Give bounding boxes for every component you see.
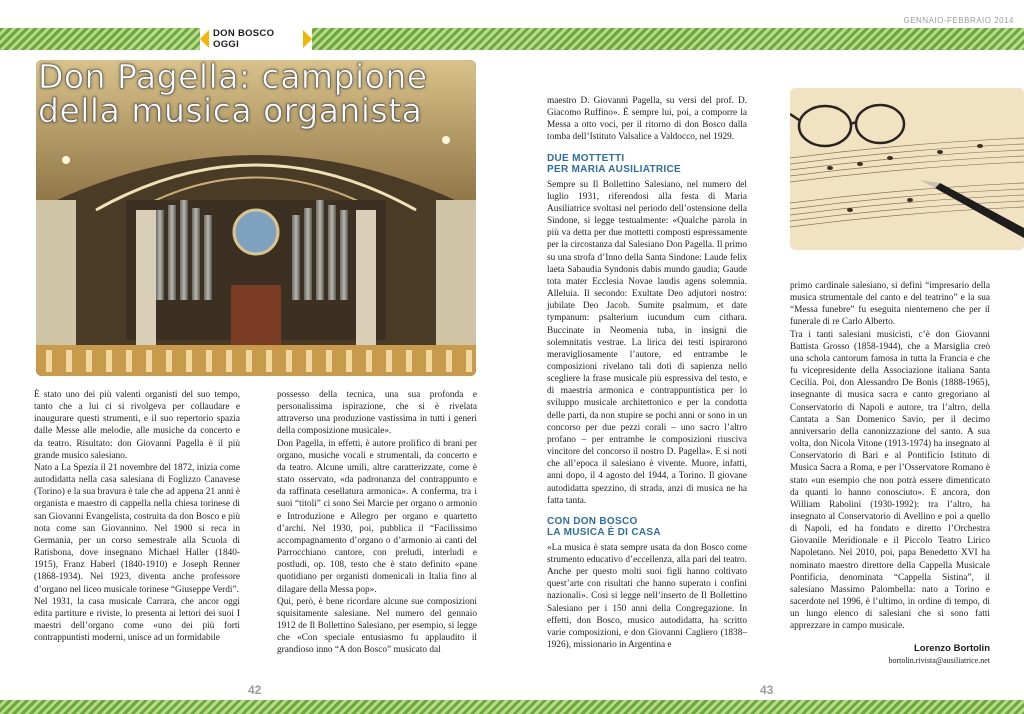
section-label: DON BOSCO OGGI bbox=[213, 28, 275, 50]
author-signature bbox=[790, 643, 990, 665]
column-4 bbox=[790, 280, 990, 633]
bottom-stripe-band bbox=[0, 700, 1024, 714]
column-1 bbox=[34, 389, 240, 644]
sheet-music-glasses-pen-photo bbox=[790, 88, 1024, 250]
issue-date: GENNAIO-FEBBRAIO 2014 bbox=[903, 16, 1014, 25]
paragraph: Sempre su Il Bollettino Salesiano, nel numero del luglio 1931, riferendosi alla festa di Maria Ausiliatrice svoltasi nel periodo dell’ostensione della Sindone, si legge testualmente: «Qualche parola in più va detta per due mottetti composti espressamente per la circostanza dal Salesiano Don Pagella. Il primo su una strofa d’Inno della Santa Sindone: Laude felix laeta Sabaudia Syndonis dabis mundo gaudia; Gaude tota mater Ecclesia Novae laudis agens solemnia. Alleluia. Il secondo: Exultate Deo adjutori nostro: jubilate Deo Jacob. Sumite psalmum, et date tympanum: psalterium iucundum cum cithara. Buccinate in Neomenia tuba, in insigni die solemnitatis vestrae. La lirica dei testi ispirarono meravigliosamente l’autore, ed entrambe le composizioni rivelano tali doti di sapienza nello scegliere la frase musicale più espressiva del testo, e di maestria armonica e contrappuntistica per lo sviluppo musicale architettonico e per la condotta delle parti, da non stupire se pochi anni or sono in un concorso per due pezzi corali – uno sacro l’altro profano – per entrambe le composizioni riusciva vincitore del concorso il nostro D. Pagella». E si noti che all’epoca il salesiano è vivente. Muore, infatti, anni dopo, il 4 agosto del 1944, a Torino. Il giovane autodidatta spezzino, di strada, anzi di musica ne ha fatta tanta. bbox=[547, 179, 747, 506]
paragraph: È stato uno dei più valenti organisti del suo tempo, tanto che a lui ci si rivolgeva per collaudare e inaugurare questi strumenti, e il suo repertorio spazia dalle Messe alle melodie, alle musiche da concerto e da teatro. Risultato: don Giovanni Pagella è il più grande musico salesiano. bbox=[34, 390, 240, 461]
paragraph: Don Pagella, in effetti, è autore prolifico di brani per organo, musiche vocali e strumentali, da concerto e da teatro. Alcune umili, altre caratterizzate, come è stato osservato, «da padronanza del contrappunto e da raffinata cesellatura armonica». A conferma, tra i suoi “titoli” ci sono Sei Marcie per organo o armonio e Introduzione e Allegro per organo e quartetto d’archi. Nel 1930, poi, pubblica il “Facilissimo accompagnamento d’organo o d’armonio ai canti del Parrocchiano cantore, con preludi, interludi e postludi, op. 108, testo che è stato definito «pane quotidiano per organisti domenicali in Italia fino al dilagare della Messa pop». bbox=[277, 438, 477, 595]
subheading-musica-di-casa: CON DON BOSCO LA MUSICA È DI CASA bbox=[547, 515, 661, 538]
author-name: Lorenzo Bortolin bbox=[914, 643, 990, 654]
column-3 bbox=[547, 95, 747, 651]
paragraph: primo cardinale salesiano, si definì “impresario della musica strumentale del canto e del teatrino” e la sua “Messa funebre” fu eseguita nientemeno che per il funerale di re Carlo Alberto. bbox=[790, 281, 990, 328]
section-tab bbox=[200, 26, 312, 52]
paragraph: «La musica è stata sempre usata da don Bosco come strumento educativo d’eccellenza, alla pari del teatro. Anche per questo molti suoi figli hanno coltivato quest’arte con risultati che hanno superato i confini nazionali». Così si legge nell’inserto de Il Bollettino Salesiano per i 150 anni della Congregazione. In effetti, don Bosco, musico autodidatta, ha scritto varie composizioni, e don Giovanni Cagliero (1838–1926), missionario in Argentina e bbox=[547, 542, 747, 651]
paragraph: possesso della tecnica, una sua profonda e personalissima ispirazione, che si è rivelata attraverso una produzione vastissima in tutti i generi della composizione musicale». bbox=[277, 390, 477, 437]
paragraph: Nato a La Spezia il 21 novembre del 1872, inizia come autodidatta nella casa salesiana di Foglizzo Canavese (Torino) e la sua bravura è tale che ad appena 21 anni è organista e maestro di cappella nella chiesa torinese di san Giovanni Evangelista, costruita da don Bosco e più nota come san Giovannino. Nel 1900 si reca in Germania, per un corso semestrale alla Scuola di Ratisbona, dove insegnano Michael Haller (1840-1915), Franz Haberl (1840-1910) e Joseph Renner (1868-1934). Nel 1923, diventa anche professore d’organo nel liceo musicale torinese “Giuseppe Verdi”. bbox=[34, 462, 240, 595]
chevron-right-icon bbox=[303, 30, 312, 48]
paragraph: Qui, però, è bene ricordare alcune sue composizioni squisitamente salesiane. Nel numero del gennaio 1912 de Il Bollettino Salesiano, per esempio, si legge che «Con speciale entusiasmo fu applaudito il grandioso inno “A don Bosco” musicato dal bbox=[277, 596, 477, 656]
page-number-left: 42 bbox=[248, 683, 262, 697]
page-number-right: 43 bbox=[760, 683, 774, 697]
top-stripe-band bbox=[0, 28, 1024, 50]
subheading-mottetti: DUE MOTTETTI PER MARIA AUSILIATRICE bbox=[547, 152, 682, 175]
author-email[interactable]: bortolin.rivista@ausiliatrice.net bbox=[888, 656, 990, 665]
paragraph: maestro D. Giovanni Pagella, su versi del prof. D. Giacomo Ruffino». È sempre lui, poi, a comporre la Messa a otto voci, per il ritorno di don Bosco dalla tomba dell’Istituto Valsalice a Valdocco, nel 1929. bbox=[547, 96, 747, 143]
column-2 bbox=[277, 389, 477, 656]
paragraph: Nel 1931, la casa musicale Carrara, che ancor oggi edita partiture e riviste, lo presenta ai lettori dei suoi I maestri dell’organo come «uno dei più forti contrappuntisti moderni, unisce ad un formidabile bbox=[34, 596, 240, 644]
chevron-left-icon bbox=[200, 30, 209, 48]
article-title: Don Pagella: campione della musica organista bbox=[38, 57, 428, 130]
paragraph: Tra i tanti salesiani musicisti, c’è don Giovanni Battista Grosso (1858-1944), che a Marsiglia creò una schola cantorum famosa in tutta la Francia e che fu vicepresidente della Associazione italiana Santa Cecilia. Poi, don Alessandro De Bonis (1888-1965), insegnante di musica sacra e canto gregoriano al Conservatorio di Napoli e autore, tra l’altro, della Cantata a San Domenico Savio, per il decimo anniversario della canonizzazione del santo. A sua volta, don Nicola Vitone (1913-1974) ha insegnato al Conservatorio di Bari e al Pontificio Istituto di Musica Sacra a Roma, e per l’Osservatore Romano è stato «un esempio che non potrà essere dimenticato da quanti lo hanno conosciuto». E ancora, don William Rabolini (1930-1992): tra l’altro, ha insegnato al Conservatorio di Avellino e poi a quello di Napoli, ed ha fondato e diretto l’Orchestra Giovanile Meridionale e il Piccolo Teatro Lirico Napoletano. Nel 2010, poi, papa Benedetto XVI ha nominato maestro direttore della Cappella Musicale Pontificia, denominata “Cappella Sistina”, il salesiano Massimo Palombella: nato a Torino e sacerdote nel 1996, è l’ultimo, in ordine di tempo, di un lungo elenco di salesiani che si sono fatti apprezzare in campo musicale. bbox=[790, 329, 990, 632]
